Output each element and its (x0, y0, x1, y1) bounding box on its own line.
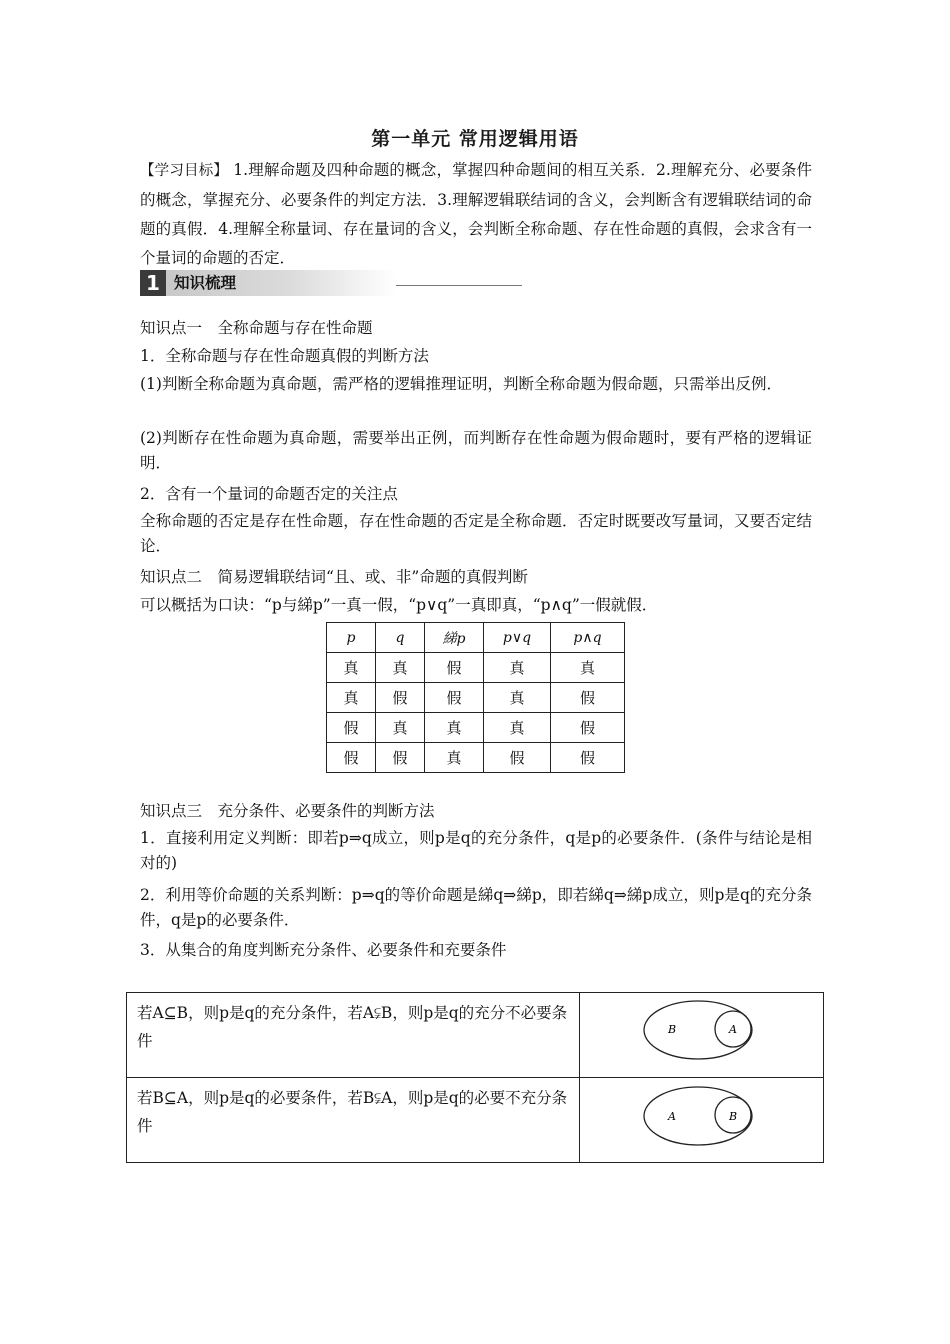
kp1-paragraph2: (2)判断存在性命题为真命题，需要举出正例，而判断存在性命题为假命题时，要有严格的逻辑证明． (140, 429, 812, 472)
inner-set-label: A (729, 1023, 737, 1036)
table-cell: 假 (551, 743, 625, 773)
kp1-paragraph3: 全称命题的否定是存在性命题，存在性命题的否定是全称命题．否定时既要改写量词，又要否定结论． (140, 512, 812, 555)
kp1-heading: 知识点一 全称命题与存在性命题 (140, 319, 373, 337)
section-label-bar (166, 270, 396, 296)
objectives-text: 1.理解命题及四种命题的概念，掌握四种命题间的相互关系．2.理解充分、必要条件的概念，掌握充分、必要条件的判定方法．3.理解逻辑联结词的含义，会判断含有逻辑联结词的命题的真假．4.理解全称量词、存在量词的含义，会判断全称命题、存在性命题的真假，会求含有一个量词的命题的否定． (140, 161, 813, 267)
kp2-heading: 知识点二 简易逻辑联结词“且、或、非”命题的真假判断 (140, 568, 528, 586)
inner-set-label: B (729, 1110, 738, 1123)
header-cell: p∧q (551, 623, 625, 653)
set-relation-text: 若A⊆B，则p是q的充分条件，若A⫋B，则p是q的充分不必要条件 (127, 993, 580, 1078)
section-divider (396, 285, 522, 286)
venn-figure (580, 993, 824, 1078)
set-relation-text: 若B⊆A，则p是q的必要条件，若B⫋A，则p是q的必要不充分条件 (127, 1078, 580, 1163)
table-cell: 假 (327, 713, 376, 743)
table-cell: 真 (327, 653, 376, 683)
learning-objectives (140, 156, 812, 273)
table-cell: 真 (484, 713, 551, 743)
header-cell: 綈p (425, 623, 484, 653)
table-cell: 真 (425, 713, 484, 743)
venn-diagram (580, 1078, 823, 1156)
table-cell: 真 (484, 653, 551, 683)
table-cell: 真 (425, 743, 484, 773)
kp2-mnemonic: 可以概括为口诀：“p与綈p”一真一假，“p∨q”一真即真，“p∧q”一假就假． (140, 596, 658, 614)
kp3-item1: 1．直接利用定义判断：即若p⇒q成立，则p是q的充分条件，q是p的必要条件．(条件与结论是相对的) (140, 829, 812, 872)
page-title: 第一单元 常用逻辑用语 (371, 128, 579, 150)
table-row (127, 1078, 824, 1163)
venn-diagram (580, 993, 823, 1071)
table-cell: 真 (551, 653, 625, 683)
table-cell: 假 (425, 653, 484, 683)
table-row (327, 743, 625, 773)
section-label: 知识梳理 (174, 274, 237, 292)
table-cell: 假 (551, 713, 625, 743)
outer-set-label: A (668, 1110, 676, 1123)
kp3-heading: 知识点三 充分条件、必要条件的判断方法 (140, 802, 435, 820)
kp3-item3: 3．从集合的角度判断充分条件、必要条件和充要条件 (140, 941, 507, 959)
kp1-item2: 2．含有一个量词的命题否定的关注点 (140, 485, 398, 503)
kp1-item1: 1．全称命题与存在性命题真假的判断方法 (140, 347, 429, 365)
section-number: 1 (140, 270, 166, 296)
kp1-paragraph1: (1)判断全称命题为真命题，需严格的逻辑推理证明，判断全称命题为假命题，只需举出反例． (140, 375, 782, 393)
table-cell: 假 (551, 683, 625, 713)
header-cell: q (376, 623, 425, 653)
truth-table-header (327, 623, 625, 653)
header-cell: p∨q (484, 623, 551, 653)
outer-set-label: B (668, 1023, 677, 1036)
section-header (140, 270, 522, 298)
kp3-item2: 2．利用等价命题的关系判断：p⇒q的等价命题是綈q⇒綈p，即若綈q⇒綈p成立，则p是q的充分条件，q是p的必要条件． (140, 886, 812, 929)
table-cell: 假 (425, 683, 484, 713)
set-relation-table (126, 992, 824, 1163)
table-row (327, 683, 625, 713)
venn-figure (580, 1078, 824, 1163)
table-cell: 真 (376, 713, 425, 743)
table-cell: 假 (376, 683, 425, 713)
objectives-label: 【学习目标】 (140, 163, 229, 179)
table-cell: 假 (327, 743, 376, 773)
table-row (327, 653, 625, 683)
table-cell: 假 (484, 743, 551, 773)
table-cell: 假 (376, 743, 425, 773)
truth-table (326, 622, 625, 773)
header-cell: p (327, 623, 376, 653)
table-cell: 真 (376, 653, 425, 683)
table-cell: 真 (327, 683, 376, 713)
table-cell: 真 (484, 683, 551, 713)
table-row (127, 993, 824, 1078)
table-row (327, 713, 625, 743)
